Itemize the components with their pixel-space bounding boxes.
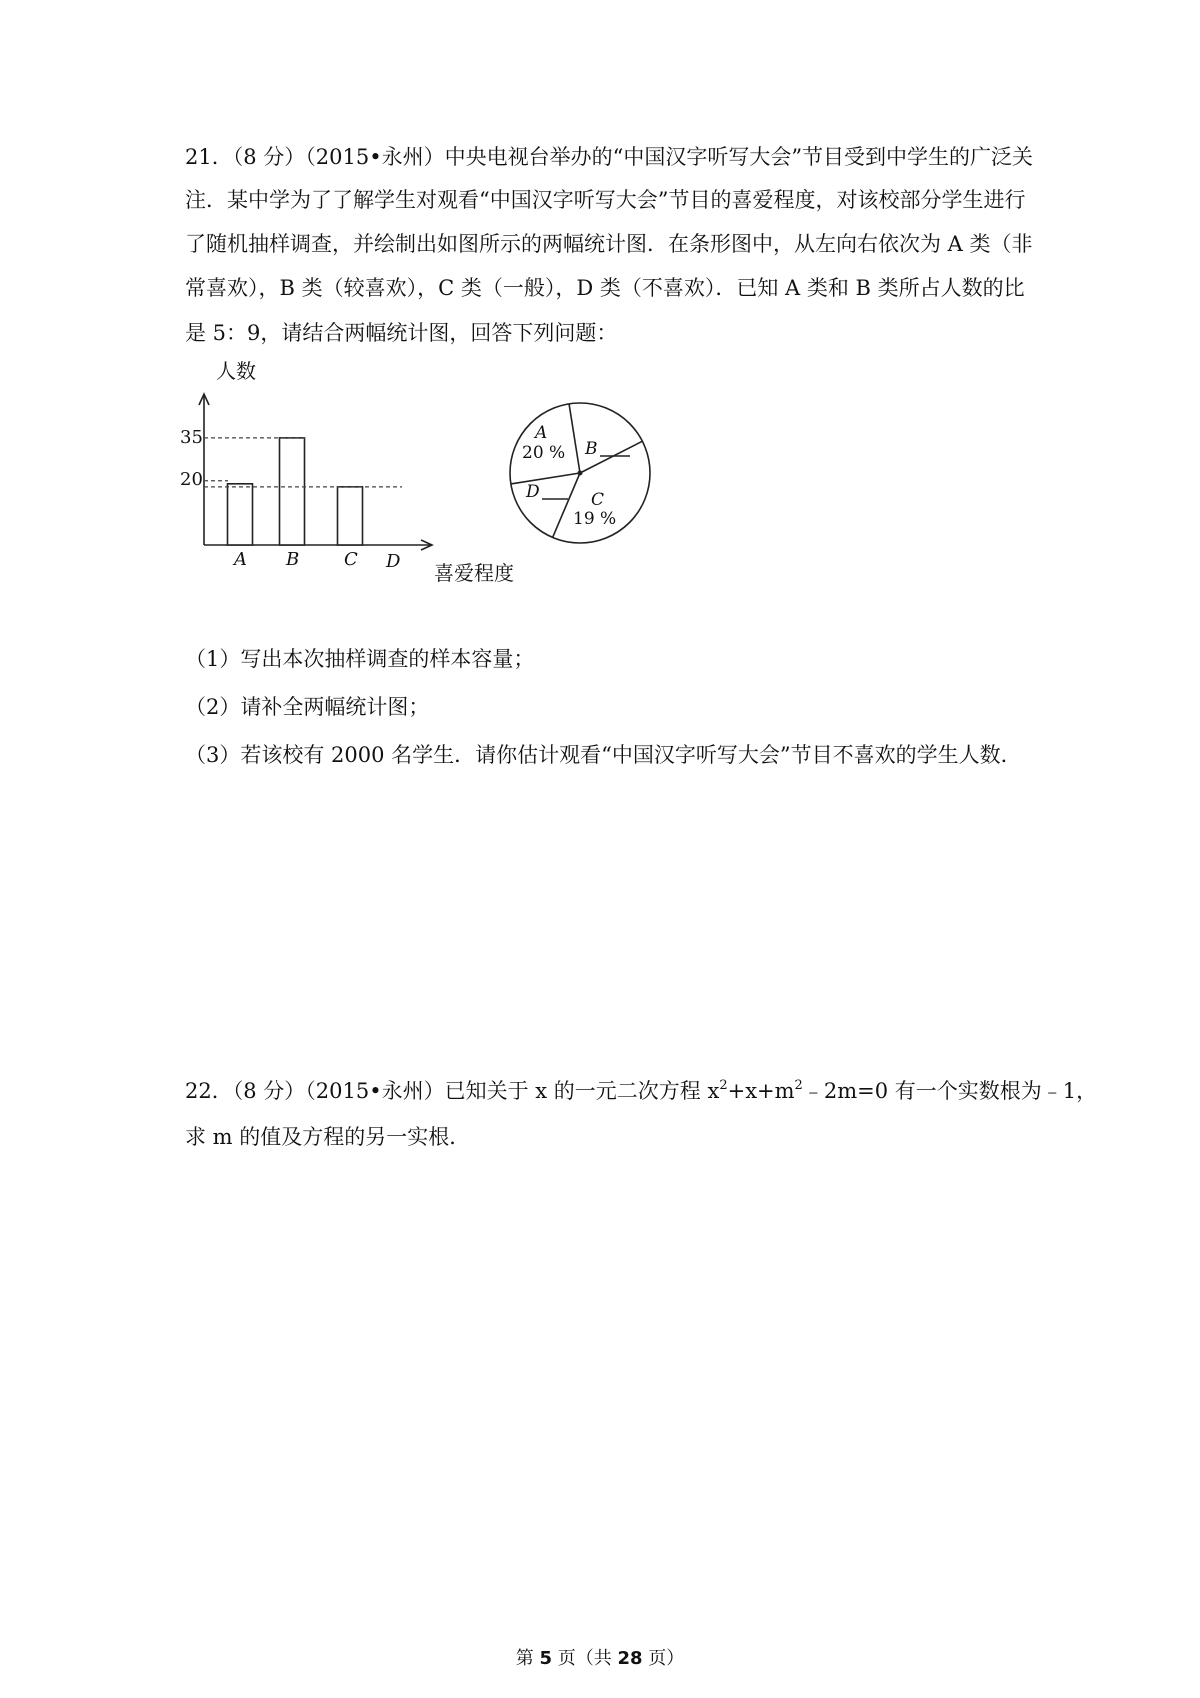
bar-b [280, 438, 305, 545]
q21-line-4: 常喜欢），B 类（较喜欢），C 类（一般），D 类（不喜欢）．已知 A 类和 B 类所占人数的比 [185, 276, 1025, 300]
footer-prefix: 第 [515, 1648, 540, 1669]
q21-sub-1: （1）写出本次抽样调查的样本容量； [185, 647, 535, 671]
pie-label-d: D [526, 482, 540, 502]
pie-label-c: C [591, 490, 605, 510]
bar-a [228, 484, 253, 545]
q21-line-1: 21．（8 分）（2015•永州）中央电视台举办的“中国汉字听写大会”节目受到中学生的广泛关 [185, 145, 1034, 169]
q21-figures [180, 359, 920, 630]
footer-middle: 页（共 [552, 1648, 618, 1669]
q22-line-1-mid: +x+m [727, 1079, 795, 1103]
x-axis-label: 喜爱程度 [434, 561, 514, 585]
footer-suffix: 页） [642, 1648, 685, 1669]
x-tick-label-d: D [386, 551, 401, 572]
y-tick-label-35: 35 [180, 427, 203, 448]
pie-chart [510, 403, 650, 543]
q22-exponent-1: 2 [719, 1078, 728, 1093]
pie-label-a: A [535, 423, 548, 443]
q21-line-3: 了随机抽样调查，并绘制出如图所示的两幅统计图．在条形图中，从左向右依次为 A 类（非 [185, 232, 1033, 256]
x-tick-label-a: A [234, 549, 247, 570]
q21-sub-3: （3）若该校有 2000 名学生．请你估计观看“中国汉字听写大会”节目不喜欢的学生人数． [185, 743, 1022, 767]
page-footer [0, 1647, 1200, 1671]
q21-figures-svg [180, 359, 920, 630]
q21-sub-2: （2）请补全两幅统计图； [185, 695, 430, 719]
pie-percent-c: 19 % [573, 509, 617, 529]
footer-page-number: 5 [539, 1648, 552, 1669]
pie-percent-a: 20 % [522, 443, 566, 463]
q21-line-2: 注．某中学为了了解学生对观看“中国汉字听写大会”节目的喜爱程度，对该校部分学生进行 [185, 188, 1026, 212]
x-tick-label-c: C [344, 549, 358, 570]
bar-chart [180, 359, 514, 585]
pie-slice-boundary [569, 404, 580, 473]
q22-line-1-suffix: ﹣2m=0 有一个实数根为﹣1， [802, 1079, 1098, 1103]
q21-line-5: 是 5：9，请结合两幅统计图，回答下列问题： [185, 321, 618, 345]
y-tick-label-20: 20 [180, 469, 203, 490]
pie-slice-boundary [511, 473, 580, 484]
q22-exponent-2: 2 [794, 1078, 803, 1093]
x-tick-label-b: B [286, 549, 300, 570]
q22-line-1 [185, 1076, 1097, 1106]
bar-c [338, 487, 363, 545]
q22-line-2: 求 m 的值及方程的另一实根． [185, 1125, 471, 1149]
y-axis-label: 人数 [216, 359, 256, 383]
q22-line-1-prefix: 22．（8 分）（2015•永州）已知关于 x 的一元二次方程 x [185, 1079, 720, 1103]
pie-center [578, 471, 583, 476]
footer-total-pages: 28 [617, 1648, 643, 1669]
pie-label-b: B [585, 439, 598, 459]
